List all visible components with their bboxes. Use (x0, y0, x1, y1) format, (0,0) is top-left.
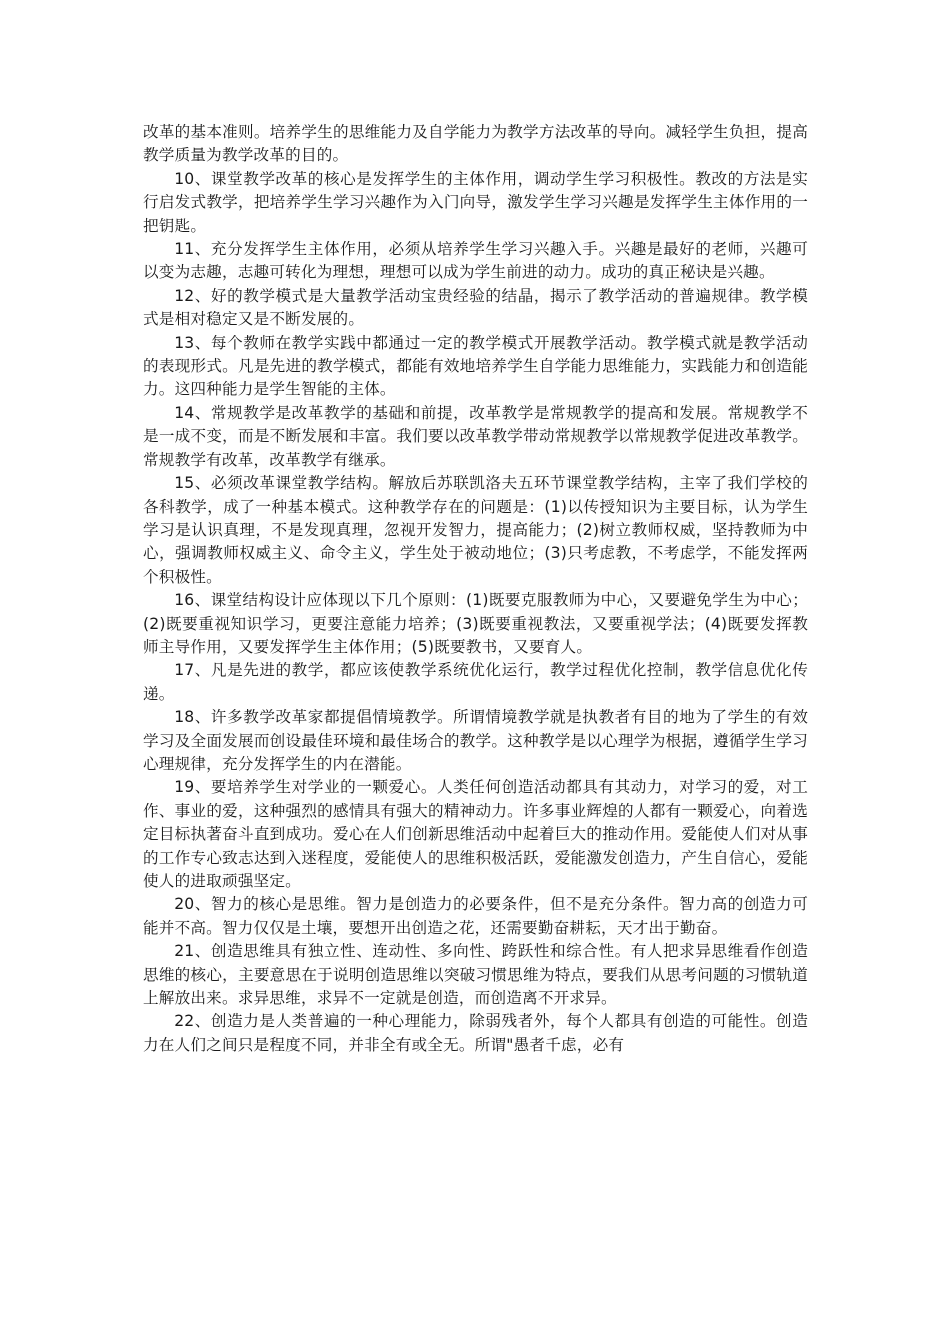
paragraph-22: 22、创造力是人类普遍的一种心理能力，除弱残者外，每个人都具有创造的可能性。创造力在人们之间只是程度不同，并非全有或全无。所谓"愚者千虑，必有 (143, 1012, 808, 1054)
paragraph-19: 19、要培养学生对学业的一颗爱心。人类任何创造活动都具有其动力，对学习的爱，对工作、事业的爱，这种强烈的感情具有强大的精神动力。许多事业辉煌的人都有一颗爱心，向着选定目标执著奋斗直到成功。爱心在人们创新思维活动中起着巨大的推动作用。爱能使人们对从事的工作专心致志达到入迷程度，爱能使人的思维积极活跃，爱能激发创造力，产生自信心，爱能使人的进取顽强坚定。 (143, 778, 808, 890)
paragraph-15: 15、必须改革课堂教学结构。解放后苏联凯洛夫五环节课堂教学结构，主宰了我们学校的各科教学，成了一种基本模式。这种教学存在的问题是：(1)以传授知识为主要目标，认为学生学习是认识真理，不是发现真理，忽视开发智力，提高能力；(2)树立教师权威，坚持教师为中心，强调教师权威主义、命令主义，学生处于被动地位；(3)只考虑教，不考虑学，不能发挥两个积极性。 (143, 474, 808, 586)
paragraph-13: 13、每个教师在教学实践中都通过一定的教学模式开展教学活动。教学模式就是教学活动的表现形式。凡是先进的教学模式，都能有效地培养学生自学能力思维能力，实践能力和创造能力。这四种能力是学生智能的主体。 (143, 333, 808, 399)
paragraph-21: 21、创造思维具有独立性、连动性、多向性、跨跃性和综合性。有人把求异思维看作创造思维的核心，主要意思在于说明创造思维以突破习惯思维为特点，要我们从思考问题的习惯轨道上解放出来。求异思维，求异不一定就是创造，而创造离不开求异。 (143, 942, 808, 1008)
paragraph-12: 12、好的教学模式是大量教学活动宝贵经验的结晶，揭示了教学活动的普遍规律。教学模式是相对稳定又是不断发展的。 (143, 286, 808, 329)
paragraph-18: 18、许多教学改革家都提倡情境教学。所谓情境教学就是执教者有目的地为了学生的有效学习及全面发展而创设最佳环境和最佳场合的教学。这种教学是以心理学为根据，遵循学生学习心理规律，充分发挥学生的内在潜能。 (143, 708, 808, 773)
paragraph-14: 14、常规教学是改革教学的基础和前提，改革教学是常规教学的提高和发展。常规教学不是一成不变，而是不断发展和丰富。我们要以改革教学带动常规教学以常规教学促进改革教学。常规教学有改革，改革教学有继承。 (143, 403, 808, 469)
paragraph-17: 17、凡是先进的教学，都应该使教学系统优化运行，教学过程优化控制，教学信息优化传递。 (143, 661, 808, 703)
paragraph-10: 10、课堂教学改革的核心是发挥学生的主体作用，调动学生学习积极性。教改的方法是实行启发式教学，把培养学生学习兴趣作为入门向导，激发学生学习兴趣是发挥学生主体作用的一把钥匙。 (143, 169, 808, 235)
paragraph-continuation: 改革的基本准则。培养学生的思维能力及自学能力为教学方法改革的导向。减轻学生负担，提高教学质量为教学改革的目的。 (143, 123, 808, 165)
paragraph-11: 11、充分发挥学生主体作用，必须从培养学生学习兴趣入手。兴趣是最好的老师，兴趣可以变为志趣，志趣可转化为理想，理想可以成为学生前进的动力。成功的真正秘诀是兴趣。 (143, 240, 808, 282)
paragraph-16: 16、课堂结构设计应体现以下几个原则：(1)既要克服教师为中心，又要避免学生为中心；(2)既要重视知识学习，更要注意能力培养；(3)既要重视教法，又要重视学法；(4)既要发挥教师主导作用，又要发挥学生主体作用；(5)既要教书，又要育人。 (143, 591, 808, 656)
document-body (143, 121, 808, 1057)
paragraph-20: 20、智力的核心是思维。智力是创造力的必要条件，但不是充分条件。智力高的创造力可能并不高。智力仅仅是土壤，要想开出创造之花，还需要勤奋耕耘，天才出于勤奋。 (143, 895, 808, 937)
